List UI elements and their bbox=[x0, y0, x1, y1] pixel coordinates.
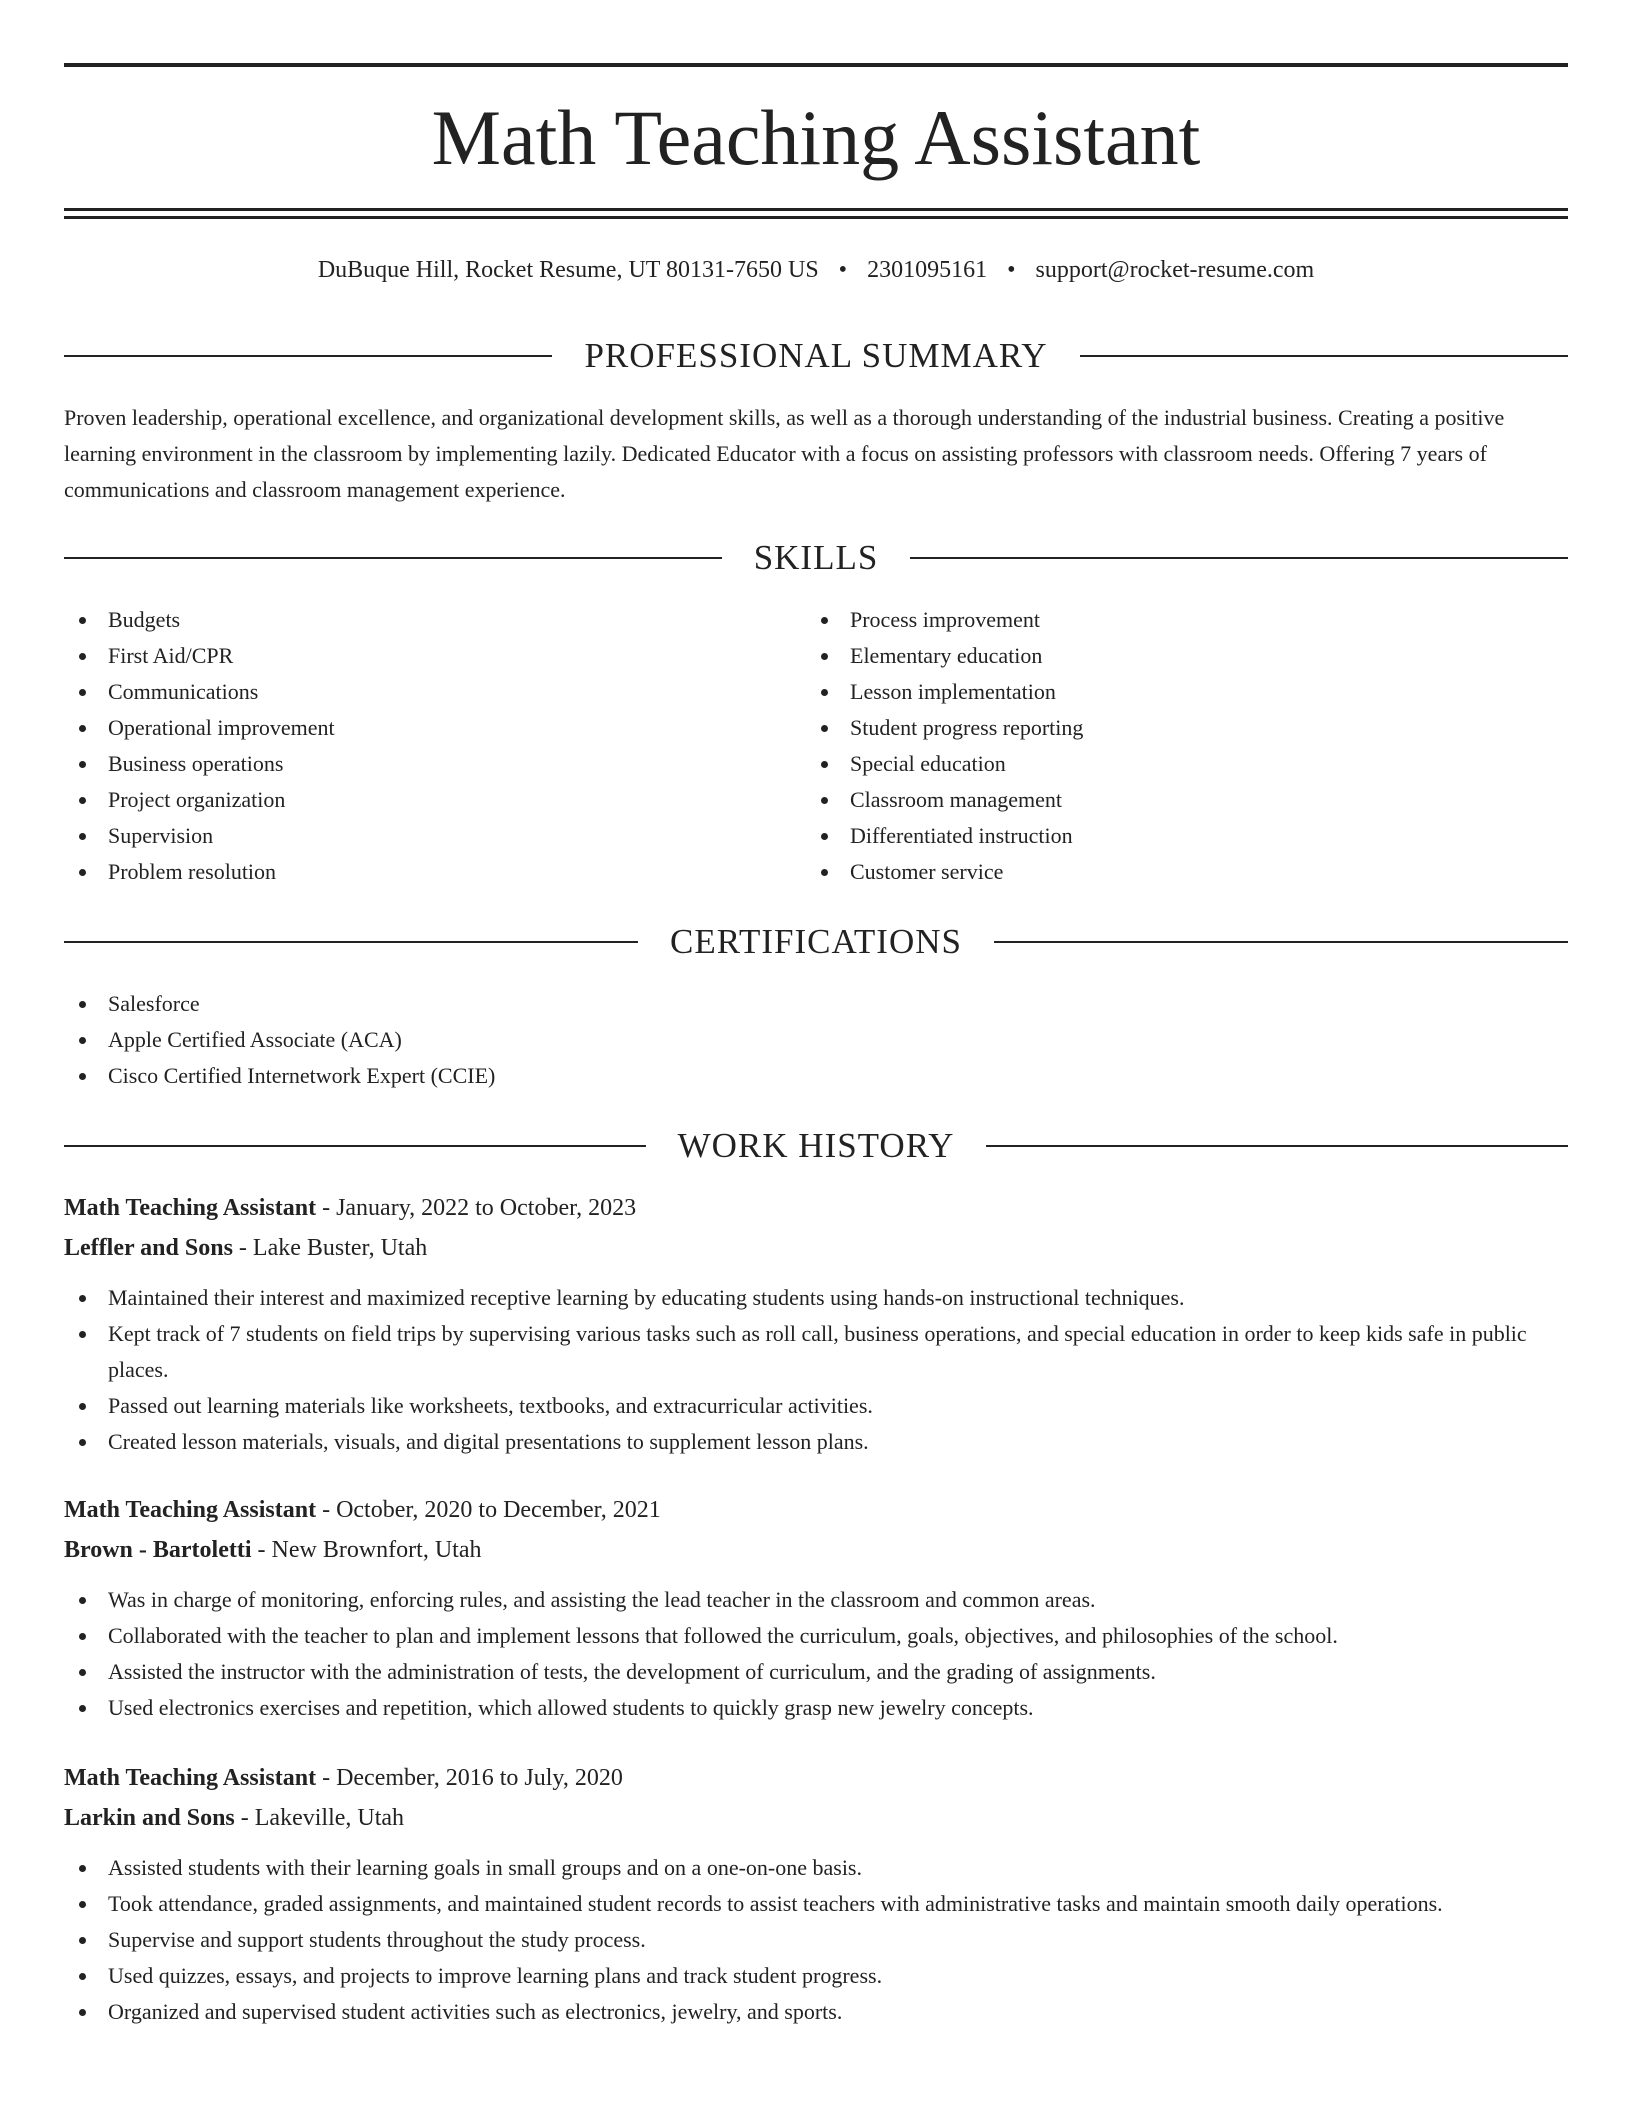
summary-text: Proven leadership, operational excellence, and organizational development skills, as well as a thorough understanding of the industrial business. Creating a positive learning environment in the classroom by implementing lazily. Dedicated Educator with a focus on assisting professors with classroom needs. Offering 7 years of communications and classroom management experience. bbox=[64, 405, 1505, 502]
work-history-heading: WORK HISTORY bbox=[677, 1126, 955, 1165]
job-title-line bbox=[64, 1490, 1568, 1530]
job-company-line bbox=[64, 1530, 1568, 1570]
heading-rule bbox=[910, 557, 1568, 559]
skill-item: Budgets bbox=[64, 602, 764, 638]
skill-item: Customer service bbox=[806, 854, 1506, 890]
heading-rule bbox=[1080, 355, 1568, 357]
skill-item: Differentiated instruction bbox=[806, 818, 1506, 854]
job-duties-list bbox=[64, 1582, 1568, 1726]
title-double-rule-upper bbox=[64, 208, 1568, 211]
contact-line bbox=[64, 254, 1568, 286]
job-duty: Supervise and support students throughout the study process. bbox=[64, 1922, 1568, 1958]
summary-heading: PROFESSIONAL SUMMARY bbox=[584, 336, 1048, 375]
job-company: Brown - Bartoletti bbox=[64, 1537, 252, 1563]
job-title: Math Teaching Assistant bbox=[64, 1765, 317, 1791]
job-title-line bbox=[64, 1188, 1568, 1228]
job-duty: Took attendance, graded assignments, and maintained student records to assist teachers with administrative tasks and maintain smooth daily operations. bbox=[64, 1886, 1568, 1922]
job-duty: Passed out learning materials like worksheets, textbooks, and extracurricular activities. bbox=[64, 1388, 1568, 1424]
job-duty: Assisted the instructor with the administration of tests, the development of curriculum, and the grading of assignments. bbox=[64, 1654, 1568, 1690]
skills-right-list bbox=[806, 602, 1506, 890]
job-location: Lakeville, Utah bbox=[254, 1805, 405, 1831]
certifications-list bbox=[64, 986, 1264, 1094]
heading-rule bbox=[64, 557, 722, 559]
job-duty: Created lesson materials, visuals, and digital presentations to supplement lesson plans. bbox=[64, 1424, 1568, 1460]
certifications-block bbox=[64, 986, 1264, 1094]
skill-item: Operational improvement bbox=[64, 710, 764, 746]
job-company: Leffler and Sons bbox=[64, 1235, 233, 1261]
heading-rule bbox=[994, 941, 1568, 943]
title-double-rule-lower bbox=[64, 216, 1568, 219]
resume-title: Math Teaching Assistant bbox=[431, 94, 1201, 181]
skill-item: First Aid/CPR bbox=[64, 638, 764, 674]
heading-rule bbox=[64, 355, 552, 357]
job-duty: Was in charge of monitoring, enforcing rules, and assisting the lead teacher in the classroom and common areas. bbox=[64, 1582, 1568, 1618]
job-entry bbox=[64, 1188, 1568, 1460]
job-location: Lake Buster, Utah bbox=[252, 1235, 428, 1261]
job-title: Math Teaching Assistant bbox=[64, 1195, 317, 1221]
job-entry bbox=[64, 1490, 1568, 1726]
skill-item: Supervision bbox=[64, 818, 764, 854]
job-duty: Maintained their interest and maximized receptive learning by educating students using hands-on instructional techniques. bbox=[64, 1280, 1568, 1316]
job-company: Larkin and Sons bbox=[64, 1805, 235, 1831]
dash-separator: - bbox=[316, 1497, 337, 1523]
job-duty: Used quizzes, essays, and projects to improve learning plans and track student progress. bbox=[64, 1958, 1568, 1994]
job-company-line bbox=[64, 1798, 1568, 1838]
certifications-heading-row bbox=[64, 920, 1568, 964]
job-dates: December, 2016 to July, 2020 bbox=[336, 1765, 623, 1791]
job-title: Math Teaching Assistant bbox=[64, 1497, 317, 1523]
job-entry bbox=[64, 1758, 1568, 2030]
heading-rule bbox=[64, 941, 638, 943]
job-company-line bbox=[64, 1228, 1568, 1268]
skills-left-list bbox=[64, 602, 764, 890]
certifications-heading: CERTIFICATIONS bbox=[670, 922, 962, 961]
skill-item: Problem resolution bbox=[64, 854, 764, 890]
job-title-line bbox=[64, 1758, 1568, 1798]
skills-heading: SKILLS bbox=[753, 538, 879, 577]
contact-address: DuBuque Hill, Rocket Resume, UT 80131-7650 US bbox=[317, 257, 819, 283]
skill-item: Elementary education bbox=[806, 638, 1506, 674]
job-duty: Kept track of 7 students on field trips by supervising various tasks such as roll call, business operations, and special education in order to keep kids safe in public places. bbox=[64, 1316, 1568, 1388]
heading-rule bbox=[64, 1145, 646, 1147]
skill-item: Process improvement bbox=[806, 602, 1506, 638]
certification-item: Salesforce bbox=[64, 986, 1264, 1022]
top-rule bbox=[64, 63, 1568, 67]
contact-phone: 2301095161 bbox=[867, 257, 988, 283]
certification-item: Cisco Certified Internetwork Expert (CCIE) bbox=[64, 1058, 1264, 1094]
certification-item: Apple Certified Associate (ACA) bbox=[64, 1022, 1264, 1058]
contact-separator: • bbox=[838, 257, 848, 283]
job-duty: Collaborated with the teacher to plan and implement lessons that followed the curriculum, goals, objectives, and philosophies of the school. bbox=[64, 1618, 1568, 1654]
job-location: New Brownfort, Utah bbox=[271, 1537, 482, 1563]
job-duty: Assisted students with their learning goals in small groups and on a one-on-one basis. bbox=[64, 1850, 1568, 1886]
dash-separator: - bbox=[316, 1765, 337, 1791]
summary-heading-row bbox=[64, 334, 1568, 378]
contact-email: support@rocket-resume.com bbox=[1035, 257, 1315, 283]
work-history-heading-row bbox=[64, 1124, 1568, 1168]
dash-separator: - bbox=[251, 1537, 272, 1563]
skill-item: Classroom management bbox=[806, 782, 1506, 818]
skill-item: Communications bbox=[64, 674, 764, 710]
dash-separator: - bbox=[234, 1805, 255, 1831]
heading-rule bbox=[986, 1145, 1568, 1147]
job-duties-list bbox=[64, 1850, 1568, 2030]
job-duties-list bbox=[64, 1280, 1568, 1460]
dash-separator: - bbox=[316, 1195, 337, 1221]
job-duty: Used electronics exercises and repetition, which allowed students to quickly grasp new jewelry concepts. bbox=[64, 1690, 1568, 1726]
skills-right-column bbox=[806, 602, 1506, 890]
job-duty: Organized and supervised student activities such as electronics, jewelry, and sports. bbox=[64, 1994, 1568, 2030]
skills-left-column bbox=[64, 602, 764, 890]
dash-separator: - bbox=[232, 1235, 253, 1261]
skill-item: Lesson implementation bbox=[806, 674, 1506, 710]
job-dates: October, 2020 to December, 2021 bbox=[336, 1497, 661, 1523]
contact-separator: • bbox=[1007, 257, 1016, 283]
skill-item: Business operations bbox=[64, 746, 764, 782]
job-dates: January, 2022 to October, 2023 bbox=[336, 1195, 637, 1221]
skills-heading-row bbox=[64, 536, 1568, 580]
skill-item: Special education bbox=[806, 746, 1506, 782]
skill-item: Student progress reporting bbox=[806, 710, 1506, 746]
skill-item: Project organization bbox=[64, 782, 764, 818]
